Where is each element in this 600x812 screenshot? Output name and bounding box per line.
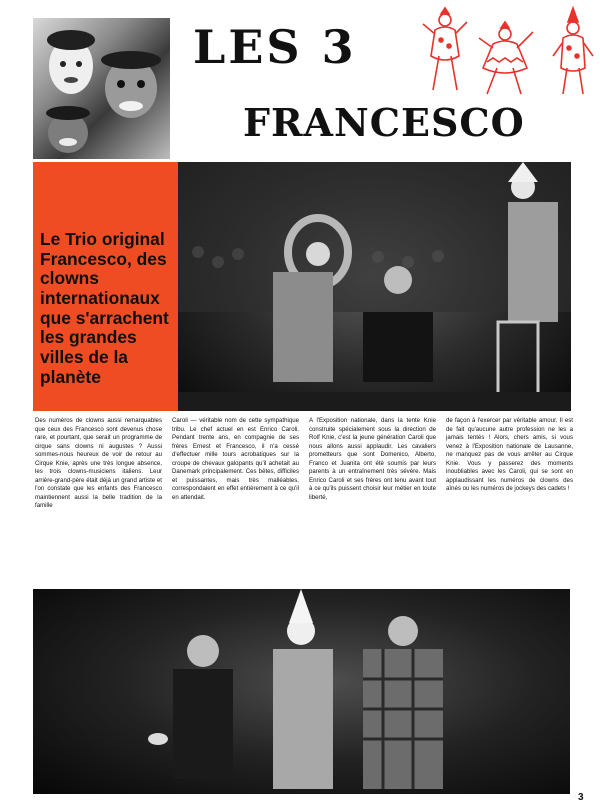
- clown-portraits-photo: [33, 18, 170, 159]
- clown-drawing-3: [553, 8, 593, 94]
- title-line-2: FRANCESCO: [243, 100, 525, 145]
- page-number: 3: [578, 792, 584, 803]
- article-column-1: Des numéros de clowns aussi remarquables que ceux des Francesco sont devenus chose rare, et pourtant, que serait un programme de cirque sans clowns ni augustes ? Aussi sommes-nous heureux de voir de retour au Cirque Knie, après une très longue absence, les trois clowns-musiciens italiens. Leur arrière-grand-père était déjà un grand artiste et l'on constate que les enfants des Francesco maintiennent aussi la belle tradition de la famille: [35, 417, 162, 509]
- article-column-3: A l'Exposition nationale, dans la tente Knie construite spécialement sous la direction de Rolf Knie, c'est la jeune génération Caroli que nous allons aussi applaudir. Les cavaliers prometteurs que sont Domenico, Alberto, Franco et Juanita ont été soumis par leurs parents à un entraînement très sévère. Mais Enrico Caroli et ses frères ont tenu avant tout à ce qu'ils puissent choisir leur métier en toute liberté,: [309, 417, 436, 501]
- subtitle-box: [33, 162, 178, 411]
- subtitle-text: Le Trio original Francesco, des clowns internationaux que s'arrachent les grandes villes de la planète: [40, 229, 169, 387]
- clown-drawings-illustration: [395, 4, 600, 100]
- clown-drawing-2: [479, 22, 533, 94]
- title-line-1: LES 3: [193, 20, 357, 74]
- article-column-4: de façon à l'exercer par véritable amour. Il est de fait qu'aucune autre profession ne les a jamais tentés ! Alors, chers amis, si vous venez à l'Exposition nationale de Lausanne, ne manquez pas de vous arrêter au Cirque Knie. Vous y passerez des moments inoubliables avec les Caroli, qui se sont en applaudissant les numéros de clowns des aînés ou les numéros de jockeys des cadets !: [446, 417, 573, 492]
- clown-drawing-1: [423, 8, 467, 90]
- circus-ring-top-illustration: [178, 162, 571, 411]
- article-column-2: Caroli — véritable nom de cette sympathique tribu. Le chef actuel en est Enrico Caroli. Pendant trente ans, en compagnie de ses frères Ernest et Francesco, il n'a cessé d'effectuer mille tours acrobatiques sur la croupe de chevaux galopants qu'il achetait au Danemark principalement. Ces bêtes, difficiles et puissantes, mais très malléables, correspondaient en effet entièrement à ce qu'il en attendait.: [172, 417, 299, 501]
- circus-ring-photo-top: [178, 162, 571, 411]
- circus-ring-photo-bottom: [33, 589, 570, 794]
- clown-portraits-illustration: [33, 18, 170, 159]
- circus-ring-bottom-illustration: [33, 589, 570, 794]
